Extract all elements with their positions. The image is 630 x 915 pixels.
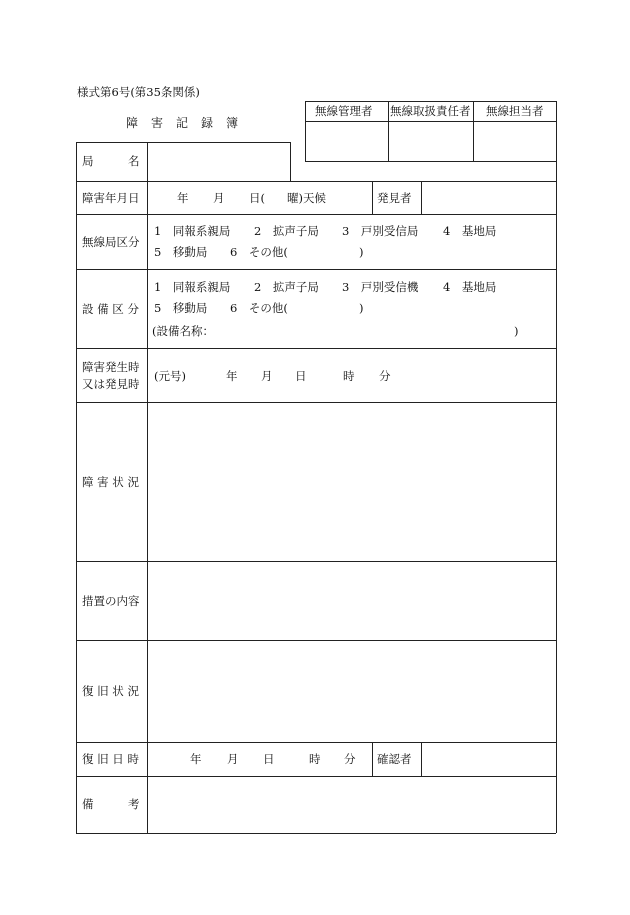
station-option-1[interactable]: 1 同報系親局: [154, 224, 231, 238]
occurrence-month: 月: [261, 369, 273, 383]
station-option-3[interactable]: 3 戸別受信局: [342, 224, 419, 238]
occurrence-day: 日: [295, 369, 307, 383]
recovery-datetime-field[interactable]: [148, 743, 372, 776]
station-option-6[interactable]: 6 その他(: [230, 245, 288, 259]
fault-status-label: 障 害 状 況: [82, 475, 139, 489]
fault-date-weekday-weather: 曜)天候: [287, 191, 326, 205]
stamp-box-staff[interactable]: [474, 122, 556, 161]
equipment-name-open: (設備名称：: [152, 324, 214, 338]
station-option-2[interactable]: 2 拡声子局: [254, 224, 319, 238]
equipment-option-5[interactable]: 5 移動局: [154, 301, 208, 315]
confirmer-label: 確認者: [377, 752, 412, 766]
recovery-day: 日: [263, 752, 275, 766]
recovery-hour: 時: [309, 752, 321, 766]
equipment-class-label: 設 備 区 分: [82, 302, 139, 316]
approval-col-staff: 無線担当者: [486, 104, 544, 118]
station-option-4[interactable]: 4 基地局: [443, 224, 497, 238]
equipment-option-6-close: ): [359, 301, 364, 315]
discoverer-field[interactable]: [422, 182, 556, 214]
form-title: 障 害 記 録 簿: [126, 116, 239, 130]
recovery-status-label: 復 旧 状 況: [82, 684, 139, 698]
occurrence-label-line2: 又は発見時: [82, 377, 140, 391]
remarks-field[interactable]: [148, 777, 556, 833]
occurrence-datetime-field[interactable]: [148, 349, 556, 402]
fault-date-day: 日(: [249, 191, 265, 205]
fault-date-month: 月: [213, 191, 225, 205]
fault-date-field[interactable]: [148, 182, 372, 214]
station-name-label: 局 名: [82, 154, 140, 168]
equipment-option-6[interactable]: 6 その他(: [230, 301, 288, 315]
stamp-box-manager[interactable]: [306, 122, 388, 161]
form-number: 様式第6号(第35条関係): [77, 85, 200, 99]
measures-label: 措置の内容: [82, 594, 140, 608]
approval-col-responsible: 無線取扱責任者: [390, 104, 471, 118]
occurrence-hour: 時: [343, 369, 355, 383]
recovery-datetime-label: 復 旧 日 時: [82, 752, 139, 766]
fault-date-label: 障害年月日: [82, 191, 140, 205]
stamp-box-responsible[interactable]: [389, 122, 473, 161]
station-name-field[interactable]: [148, 143, 290, 181]
discoverer-label: 発見者: [377, 191, 412, 205]
confirmer-field[interactable]: [422, 743, 556, 776]
equipment-option-1[interactable]: 1 同報系親局: [154, 280, 231, 294]
remarks-label: 備 考: [82, 797, 140, 811]
approval-col-manager: 無線管理者: [315, 104, 373, 118]
fault-status-field[interactable]: [148, 403, 556, 561]
recovery-year: 年: [190, 752, 202, 766]
occurrence-minute: 分: [379, 369, 391, 383]
fault-date-year: 年: [177, 191, 189, 205]
measures-field[interactable]: [148, 562, 556, 640]
equipment-option-3[interactable]: 3 戸別受信機: [342, 280, 419, 294]
equipment-option-4[interactable]: 4 基地局: [443, 280, 497, 294]
occurrence-label-line1: 障害発生時: [82, 360, 140, 374]
station-class-label: 無線局区分: [82, 235, 140, 249]
equipment-option-2[interactable]: 2 拡声子局: [254, 280, 319, 294]
equipment-name-close: ): [514, 324, 519, 338]
station-option-5[interactable]: 5 移動局: [154, 245, 208, 259]
station-option-6-close: ): [359, 245, 364, 259]
recovery-month: 月: [227, 752, 239, 766]
recovery-status-field[interactable]: [148, 641, 556, 742]
occurrence-year: 年: [226, 369, 238, 383]
recovery-minute: 分: [344, 752, 356, 766]
occurrence-era: (元号): [154, 369, 186, 383]
